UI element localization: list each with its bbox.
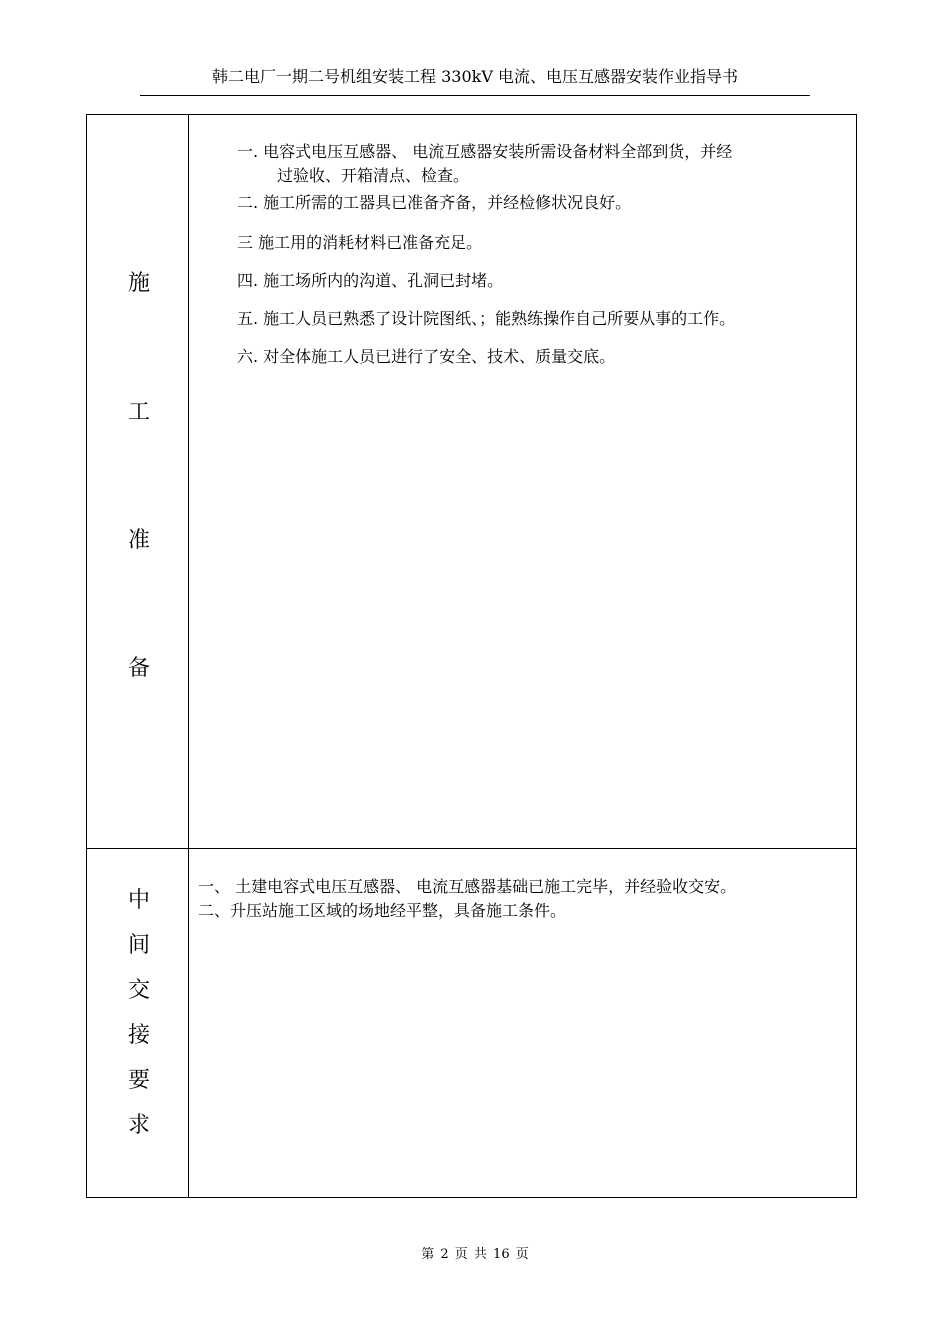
prep-item-2: 二. 施工所需的工器具已准备齐备，并经检修状况良好。: [237, 193, 632, 212]
preparation-list: [237, 140, 852, 376]
header-underline: [140, 95, 810, 96]
handover-label-char-3: 交: [127, 978, 150, 1003]
handover-label-char-5: 要: [127, 1068, 150, 1093]
prep-label-char-3: 准: [127, 528, 150, 553]
document-header-title: 韩二电厂一期二号机组安装工程 330kV 电流、电压互感器安装作业指导书: [212, 67, 738, 86]
handover-label-char-4: 接: [127, 1023, 150, 1048]
prep-item-4: 四. 施工场所内的沟道、孔洞已封堵。: [237, 271, 504, 290]
handover-item-2: 二、升压站施工区域的场地经平整，具备施工条件。: [198, 901, 567, 920]
prep-item-6: 六. 对全体施工人员已进行了安全、技术、质量交底。: [237, 347, 616, 366]
table-column-divider: [188, 114, 189, 1197]
prep-item-3: 三 施工用的消耗材料已准备充足。: [237, 233, 483, 252]
prep-item-1-line2: 过验收、开箱清点、检查。: [277, 166, 470, 185]
table-row-divider: [86, 848, 856, 849]
prep-item-1-line1: 一. 电容式电压互感器、 电流互感器安装所需设备材料全部到货，并经: [237, 142, 733, 161]
prep-item-5: 五. 施工人员已熟悉了设计院图纸、；能熟练操作自己所要从事的工作。: [237, 309, 736, 328]
page-number: 第 2 页 共 16 页: [421, 1247, 529, 1262]
prep-label-char-4: 备: [127, 656, 150, 681]
handover-item-1: 一、 土建电容式电压互感器、 电流互感器基础已施工完毕，并经验收交安。: [198, 877, 737, 896]
handover-label-char-6: 求: [127, 1113, 150, 1138]
prep-label-char-1: 施: [127, 271, 150, 296]
handover-label-char-2: 间: [127, 933, 150, 958]
handover-list: [198, 875, 858, 923]
prep-label-char-2: 工: [127, 400, 150, 425]
handover-label-char-1: 中: [127, 888, 150, 913]
